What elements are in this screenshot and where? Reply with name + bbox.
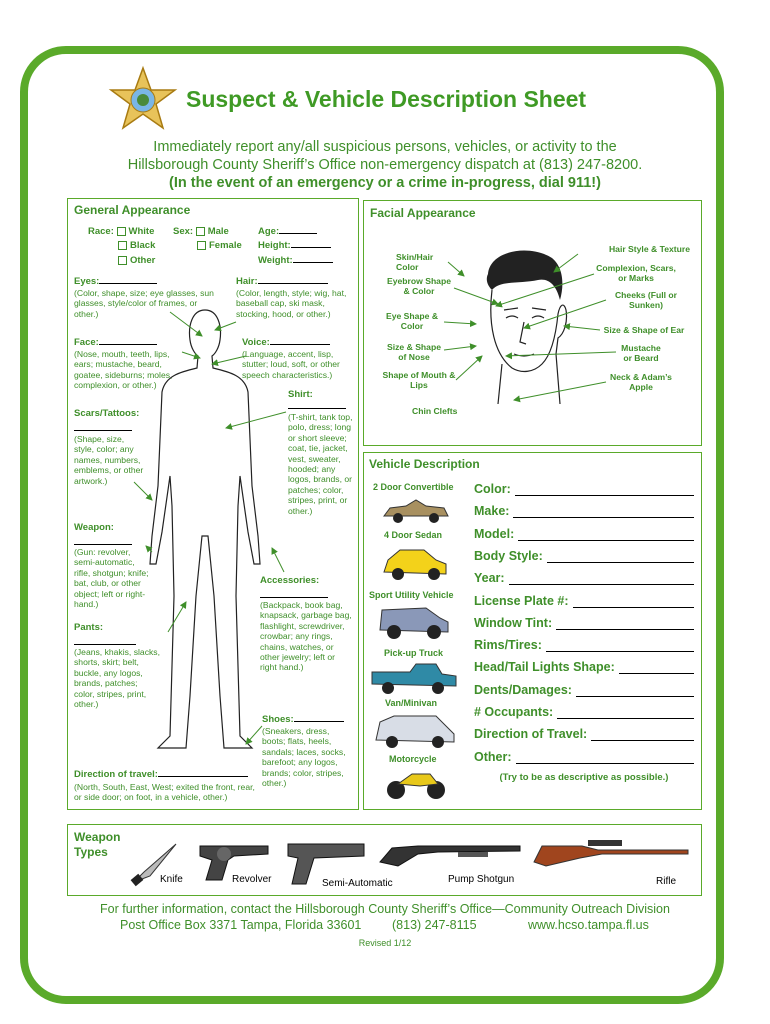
convertible-car-icon [380,496,450,526]
direction-label: Direction of travel: [74,769,158,780]
sex-label: Sex: [173,226,194,237]
eyes-desc: (Color, shape, size; eye glasses, sun glasses, style/color of frames, or other.) [74,288,214,319]
voice-desc: (Language, accent, lisp, stutter; loud, soft, or other speech characteristics.) [242,349,340,380]
scars-desc: (Shape, size, style, color; any names, numbers, emblems, or other artwork.) [74,434,144,486]
vehicle-field-label: Rims/Tires: [474,638,542,653]
facial-chin-label: Chin Clefts [412,406,458,416]
vehicle-field-line[interactable] [547,562,694,563]
facial-mustache-label: Mustache or Beard [621,343,661,364]
facial-cheeks-label: Cheeks (Full or Sunken) [614,290,678,311]
vehicle-field-line[interactable] [516,763,694,764]
shirt-label: Shirt: [288,389,313,400]
vehicle-field-label: Year: [474,571,505,586]
facial-hair-style-label: Hair Style & Texture [608,244,690,254]
shoes-desc: (Sneakers, dress, boots; flats, heels, sandals; laces, socks, barefoot; any logos, brands; color, stripes, other.) [262,726,346,789]
vehicle-field-line[interactable] [515,495,694,496]
vehicle-type-label: Pick-up Truck [384,648,444,658]
vehicle-field-line[interactable] [619,673,694,674]
general-heading: General Appearance [74,203,191,217]
vehicle-field-line[interactable] [513,517,694,518]
shoes-label: Shoes: [262,714,294,725]
vehicle-field-label: Model: [474,526,515,541]
vehicle-type-label: Motorcycle [389,754,437,764]
vehicle-type-label: 4 Door Sedan [384,530,443,540]
scars-label: Scars/Tattoos: [74,408,140,419]
semi-automatic-label: Semi-Automatic [322,878,393,889]
vehicle-field-label: Body Style: [474,548,543,563]
suv-car-icon [376,602,452,642]
vehicle-note: (Try to be as descriptive as possible.) [499,772,669,783]
vehicle-type-label: Van/Minivan [385,698,438,708]
weapon-label: Weapon: [74,522,114,533]
face-desc: (Nose, mouth, teeth, lips, ears; mustache, beard, goatee, sideburns; moles, complexion, or other.) [74,349,173,391]
vehicle-field-line[interactable] [546,651,694,652]
age-label: Age: [258,226,280,237]
vehicle-field-line[interactable] [557,718,694,719]
intro-line-2: Hillsborough County Sheriff’s Office non-emergency dispatch at (813) 247-8200. [127,157,643,173]
footer-phone: (813) 247-8115 [392,918,477,932]
sex-female-label: Female [209,240,242,251]
vehicle-field-label: Make: [474,504,510,519]
vehicle-field-line[interactable] [591,740,694,741]
pants-desc: (Jeans, khakis, slacks, shorts, skirt; belt, buckle, any logos, brands, patches; color, stripes, print, other.) [74,647,160,710]
intro-line-1: Immediately report any/all suspicious persons, vehicles, or activity to the [153,139,617,155]
vehicle-field-label: Head/Tail Lights Shape: [474,660,615,675]
sedan-car-icon [380,544,450,584]
pump-shotgun-icon [378,840,524,870]
race-label: Race: [88,226,114,237]
facial-ear-label: Size & Shape of Ear [603,325,685,335]
voice-label: Voice: [242,337,270,348]
vehicle-field-label: Color: [474,482,511,496]
accessories-desc: (Backpack, book bag, knapsack, garbage bag, flashlight, screwdriver, crowbar; any rings, chains, watches, or other jewelry; left or right hand.) [260,600,352,673]
page-title: Suspect & Vehicle Description Sheet [186,86,587,112]
weapon-desc: (Gun: revolver, semi-automatic, rifle, shotgun; knife; bat, club, or other object; left or right-hand.) [74,547,149,610]
vehicle-field-label: Direction of Travel: [474,727,588,742]
vehicle-type-label: Sport Utility Vehicle [369,590,454,600]
facial-eye-shape-label: Eye Shape & Color [385,311,439,332]
footer-address: Post Office Box 3371 Tampa, Florida 33601 [120,918,362,932]
facial-neck-label: Neck & Adam’s Apple [610,372,672,393]
facial-nose-label: Size & Shape of Nose [387,342,441,363]
facial-eyebrow-label: Eyebrow Shape & Color [387,276,451,297]
minivan-icon [374,712,458,750]
rifle-icon [532,836,692,870]
revolver-label: Revolver [232,874,272,885]
facial-complexion-label: Complexion, Scars, or Marks [596,263,676,284]
height-label: Height: [258,240,291,251]
vehicle-field-label: License Plate #: [474,593,569,608]
weapon-types-heading-1: Weapon [74,830,121,844]
race-white-label: White [128,226,155,237]
revised-date: Revised 1/12 [358,938,412,948]
vehicle-field-line[interactable] [518,540,694,541]
hair-label: Hair: [236,276,258,287]
weight-label: Weight: [258,255,293,266]
emergency-notice: (In the event of an emergency or a crime in-progress, dial 911!) [169,175,601,191]
vehicle-type-label: 2 Door Convertible [373,482,454,492]
vehicle-field-label: # Occupants: [474,705,554,719]
knife-label: Knife [160,874,183,885]
vehicle-field-line[interactable] [556,629,694,630]
eyes-label: Eyes: [74,276,100,287]
vehicle-field-line[interactable] [576,696,694,697]
vehicle-field-label: Dents/Damages: [474,682,572,697]
direction-desc: (North, South, East, West; exited the front, rear, or side door; on foot, in a vehicle, other.) [74,782,255,803]
rifle-label: Rifle [656,876,677,887]
weapon-types-heading-2: Types [74,845,108,859]
vehicle-heading: Vehicle Description [369,457,480,471]
sex-male-label: Male [207,226,229,237]
accessories-label: Accessories: [260,575,320,586]
footer-contact: For further information, contact the Hillsborough County Sheriff’s Office—Community Outreach Division [100,902,670,916]
pants-label: Pants: [74,622,104,633]
footer-website[interactable]: www.hcso.tampa.fl.us [528,918,649,932]
shirt-desc: (T-shirt, tank top, polo, dress; long or short sleeve; coat, tie, jacket, vest, sweater, hooded; any logos, brands, or patches; color, stripes, print, or other.) [288,412,353,516]
motorcycle-icon [384,766,448,802]
vehicle-field-line[interactable] [573,607,694,608]
pickup-truck-icon [370,660,460,696]
face-label: Face: [74,337,99,348]
race-other-label: Other [130,255,156,266]
race-black-label: Black [130,240,156,251]
vehicle-field-line[interactable] [509,584,694,585]
hair-desc: (Color, length, style; wig, hat, baseball cap, ski mask, stocking, hood, or other.) [236,288,347,319]
vehicle-field-label: Other: [474,749,512,764]
facial-mouth-label: Shape of Mouth & Lips [382,370,456,391]
pump-shotgun-label: Pump Shotgun [448,874,515,885]
facial-heading: Facial Appearance [370,206,476,220]
vehicle-field-label: Window Tint: [474,615,553,630]
facial-skin-hair-label: Skin/Hair Color [396,252,434,273]
